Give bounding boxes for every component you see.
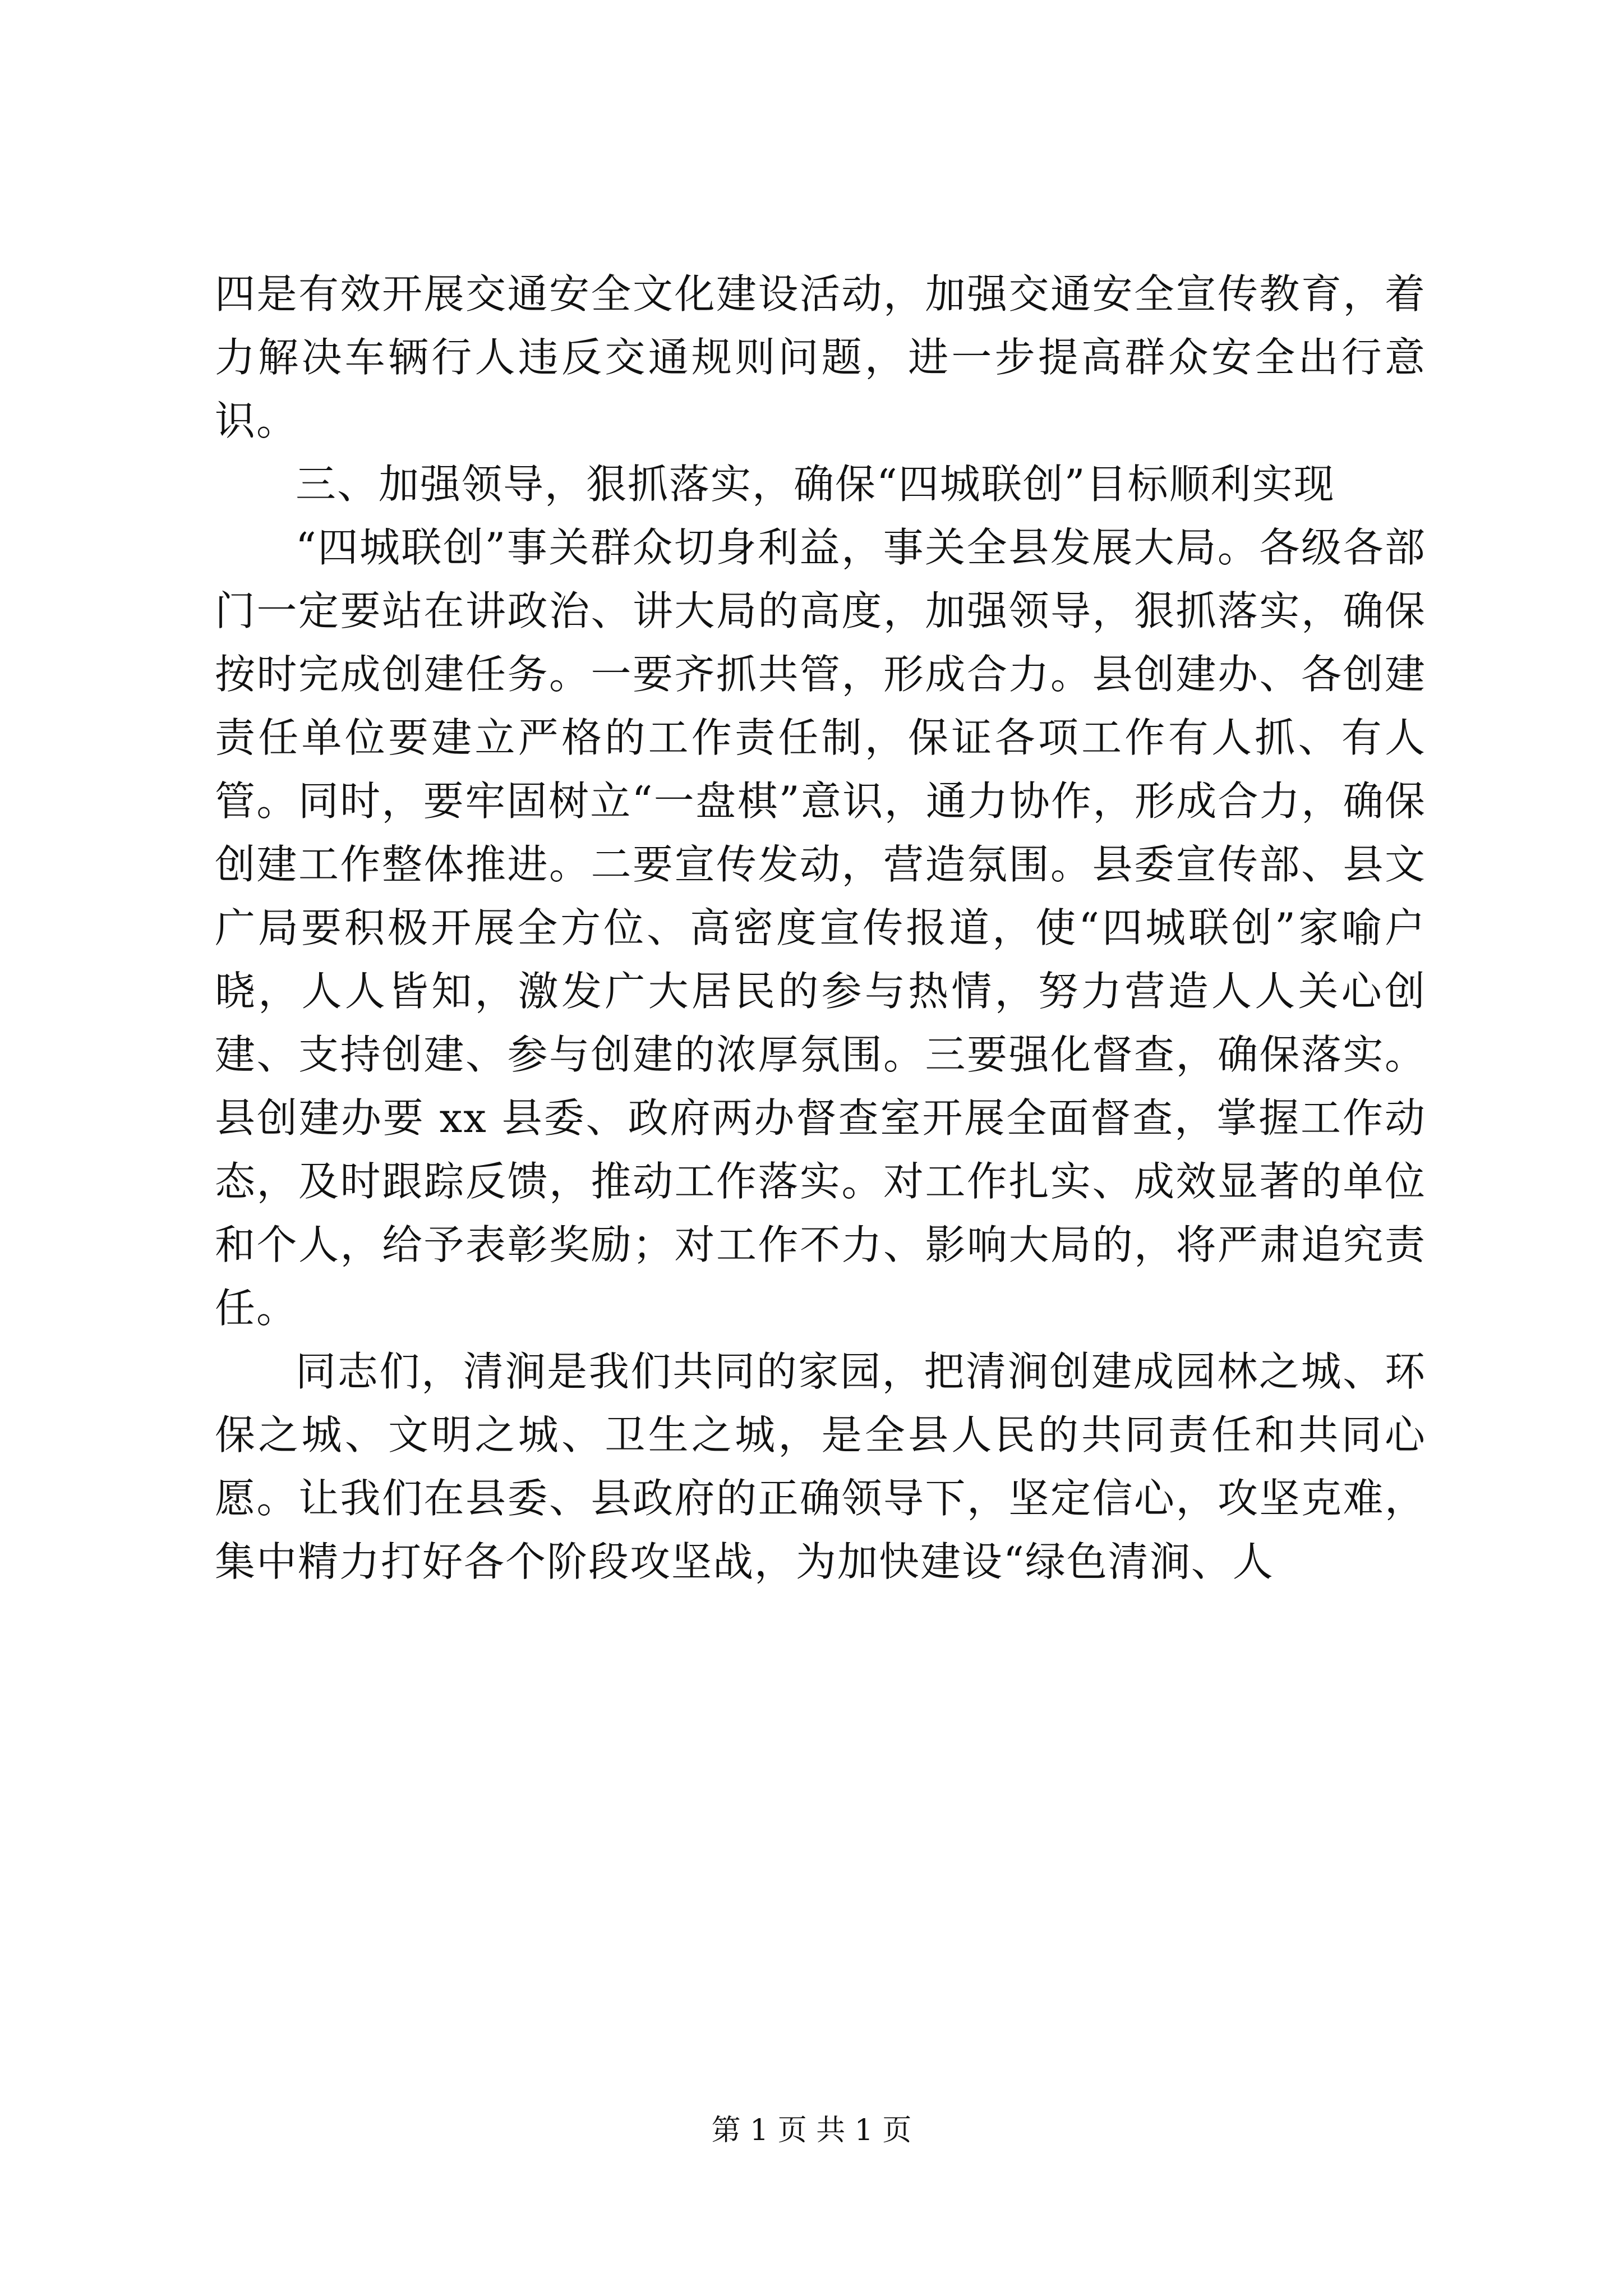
paragraph-closing: 同志们，清涧是我们共同的家园，把清涧创建成园林之城、环保之城、文明之城、卫生之城，是全县人民的共同责任和共同心愿。让我们在县委、县政府的正确领导下，坚定信心，攻坚克难，集中精力打好各个阶段攻坚战，为加快建设“绿色清涧、人 — [215, 1348, 1426, 1585]
document-body — [215, 263, 1426, 1594]
page-footer: 第 1 页 共 1 页 — [711, 2114, 912, 2147]
paragraph-leadership: “四城联创”事关群众切身利益，事关全县发展大局。各级各部门一定要站在讲政治、讲大局的高度，加强领导，狠抓落实，确保按时完成创建任务。一要齐抓共管，形成合力。县创建办、各创建责任单位要建立严格的工作责任制，保证各项工作有人抓、有人管。同时，要牢固树立“一盘棋”意识，通力协作，形成合力，确保创建工作整体推进。二要宣传发动，营造氛围。县委宣传部、县文广局要积极开展全方位、高密度宣传报道，使“四城联创”家喻户晓，人人皆知，激发广大居民的参与热情，努力营造人人关心创建、支持创建、参与创建的浓厚氛围。三要强化督查，确保落实。县创建办要 xx 县委、政府两办督查室开展全面督查，掌握工作动态，及时跟踪反馈，推动工作落实。对工作扎实、成效显著的单位和个人，给予表彰奖励；对工作不力、影响大局的，将严肃追究责任。 — [215, 524, 1426, 1332]
section-heading-3: 三、加强领导，狠抓落实，确保“四城联创”目标顺利实现 — [296, 461, 1335, 508]
paragraph-traffic-safety: 四是有效开展交通安全文化建设活动，加强交通安全宣传教育，着力解决车辆行人违反交通规则问题，进一步提高群众安全出行意识。 — [215, 270, 1426, 444]
